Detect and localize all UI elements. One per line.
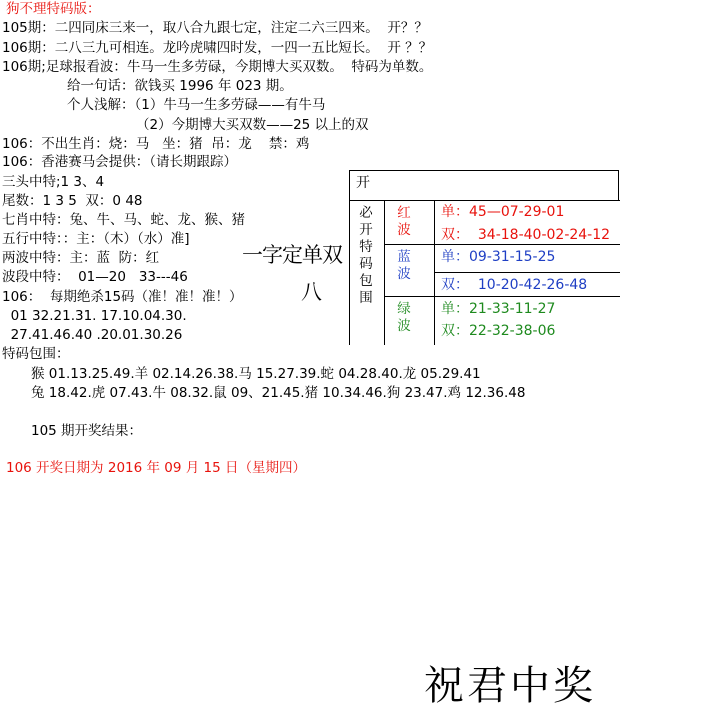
draw-date: 106 开奖日期为 2016 年 09 月 15 日（星期四） [6, 460, 307, 476]
text-line: （2）今期博大买双数——25 以上的双 [136, 117, 369, 133]
wave-label-green: 绿波 [397, 301, 411, 334]
red-wave-double: 双： 34-18-40-02-24-12 [441, 227, 611, 243]
blue-wave-single: 单：09-31-15-25 [441, 249, 556, 265]
table-header: 开 [356, 175, 370, 191]
text-line: 尾数：1 3 5 双：0 48 [2, 193, 143, 209]
wave-label-blue: 蓝波 [397, 249, 411, 282]
text-line: 特码包围： [2, 346, 70, 362]
blue-wave-double: 双： 10-20-42-26-48 [441, 277, 588, 293]
text-line: 给一句话：欲钱买 1996 年 023 期。 [67, 78, 293, 94]
text-line: 105 期开奖结果： [31, 423, 143, 439]
blessing-text: 祝君中奖 [424, 663, 596, 709]
text-line: 两波中特：主：蓝 防：红 [2, 250, 160, 266]
text-line: 五行中特：：主：（木）（水）准] [2, 231, 190, 247]
text-line: 兔 18.42.虎 07.43.牛 08.32.鼠 09、21.45.猪 10.34.46.狗 23.47.鸡 12.36.48 [31, 385, 526, 401]
green-wave-single: 单：21-33-11-27 [441, 301, 556, 317]
single-double-hint-2: 八 [301, 280, 321, 304]
single-double-hint: 一字定单双 [242, 243, 342, 267]
text-line: 106期;足球报看波：牛马一生多劳碌，今期博大买双数。 特码为单数。 [2, 59, 433, 75]
text-line: 27.41.46.40 .20.01.30.26 [2, 327, 183, 343]
wave-label-red: 红波 [397, 205, 411, 238]
green-wave-double: 双：22-32-38-06 [441, 323, 556, 339]
red-wave-single: 单：45—07-29-01 [441, 204, 565, 220]
page-title: 狗不理特码版： [6, 1, 101, 17]
text-line: 个人浅解：（1）牛马一生多劳碌——有牛马 [67, 97, 326, 113]
text-line: 01 32.21.31. 17.10.04.30. [2, 308, 187, 324]
text-line: 106期：二八三九可相连。龙吟虎啸四时发，一四一五比短长。 开 ？？ [2, 40, 433, 56]
text-line: 三头中特;1 3、4 [2, 174, 105, 190]
text-line: 106：不出生肖：烧：马 坐：猪 吊：龙 禁：鸡 [2, 136, 310, 152]
text-line: 106：香港赛马会提供：（请长期跟踪） [2, 154, 238, 170]
text-line: 105期：二四同床三来一，取八合九跟七定，注定二六三四来。 开？？ [2, 20, 428, 36]
text-line: 猴 01.13.25.49.羊 02.14.26.38.马 15.27.39.蛇 04.28.40.龙 05.29.41 [31, 366, 481, 382]
text-line: 七肖中特：兔、牛、马、蛇、龙、猴、猪 [2, 212, 245, 228]
side-label: 必开特码包围 [359, 205, 373, 306]
text-line: 106： 每期绝杀15码（准！准！准！） [2, 289, 243, 305]
text-line: 波段中特： 01—20 33---46 [2, 269, 188, 285]
